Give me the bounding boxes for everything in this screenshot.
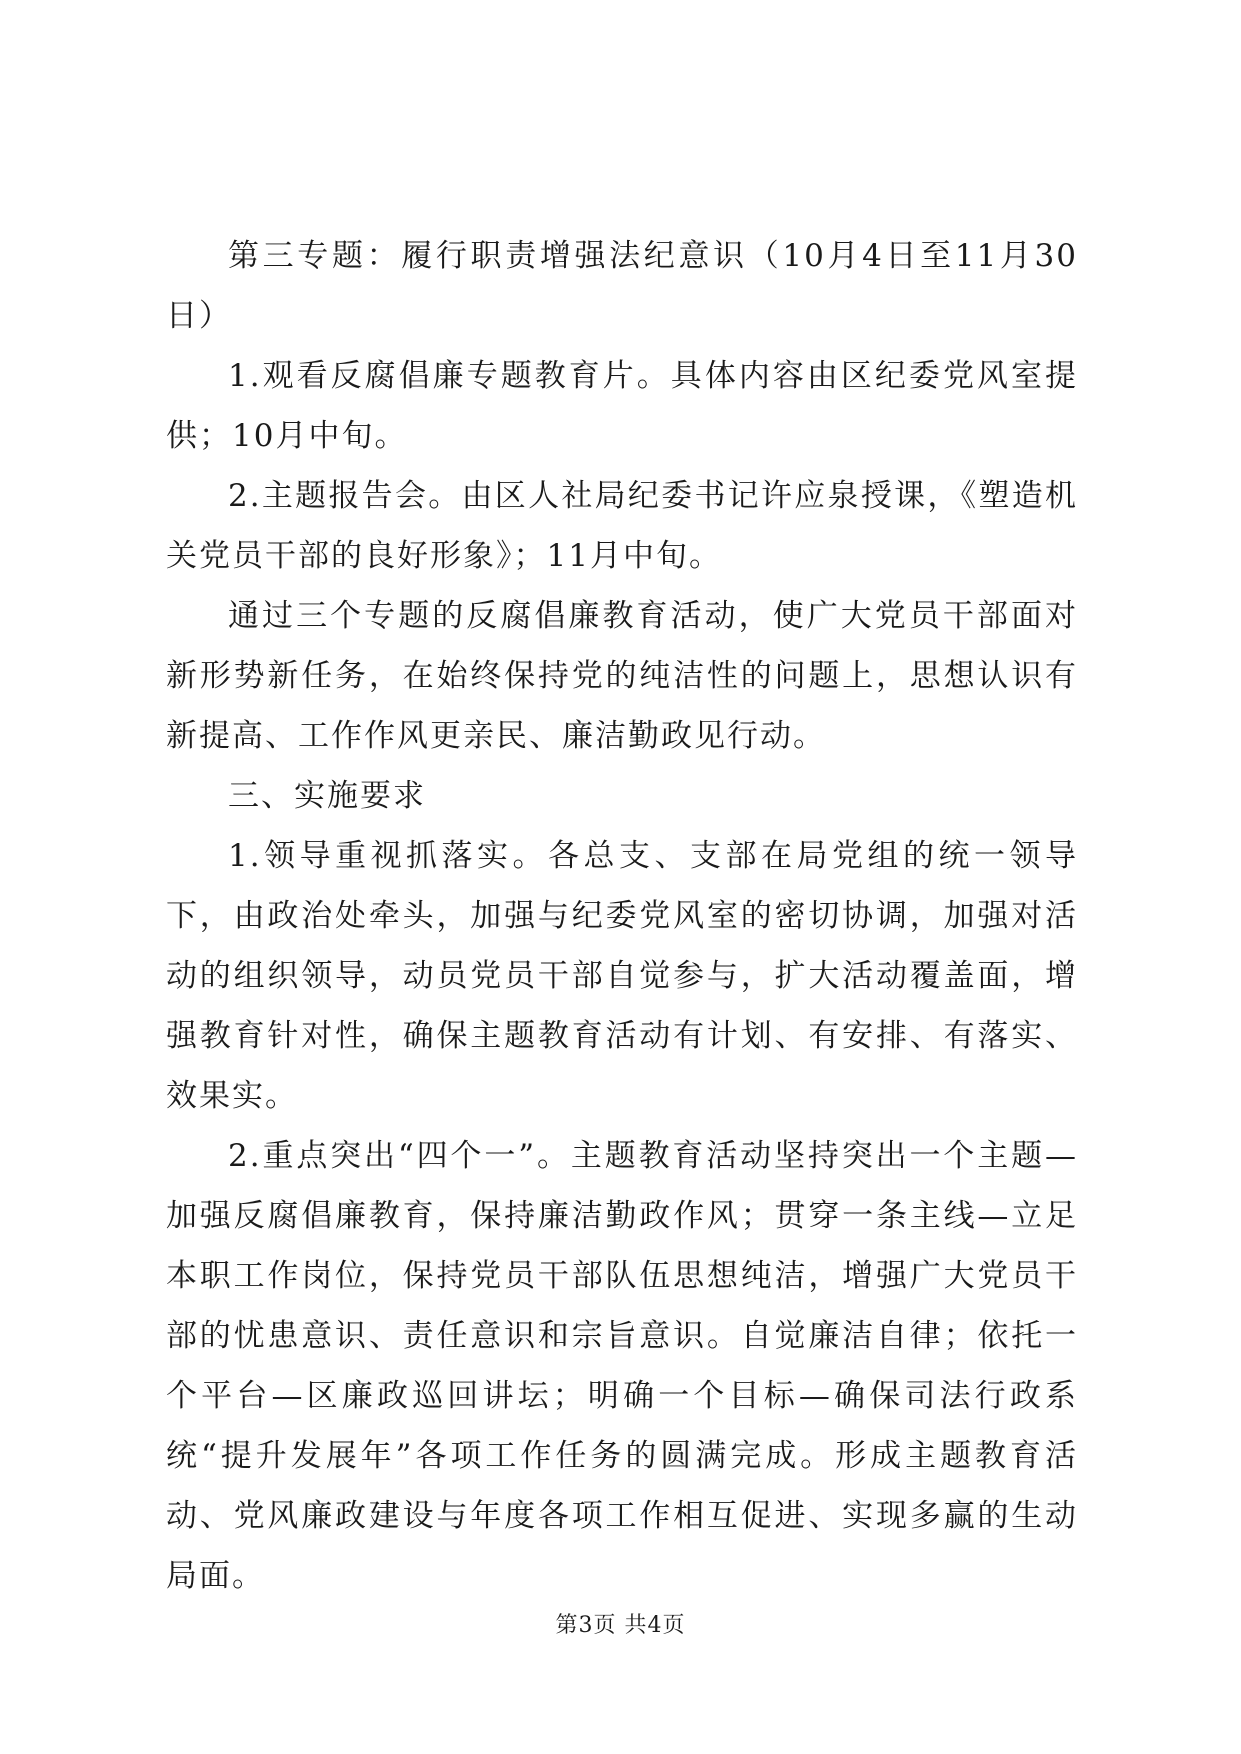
document-body <box>166 226 1078 1606</box>
list-item-education-film: 1.观看反腐倡廉专题教育片。具体内容由区纪委党风室提供；10月中旬。 <box>166 358 1078 454</box>
list-item-four-ones: 2.重点突出“四个一”。主题教育活动坚持突出一个主题—加强反腐倡廉教育，保持廉洁勤政作风；贯穿一条主线—立足本职工作岗位，保持党员干部队伍思想纯洁，增强广大党员干部的忧患意识、责任意识和宗旨意识。自觉廉洁自律；依托一个平台—区廉政巡回讲坛；明确一个目标—确保司法行政系统“提升发展年”各项工作任务的圆满完成。形成主题教育活动、党风廉政建设与年度各项工作相互促进、实现多赢的生动局面。 <box>166 1138 1078 1594</box>
section-heading-requirements: 三、实施要求 <box>228 778 426 814</box>
list-item-leadership: 1.领导重视抓落实。各总支、支部在局党组的统一领导下，由政治处牵头，加强与纪委党风室的密切协调，加强对活动的组织领导，动员党员干部自觉参与，扩大活动覆盖面，增强教育针对性，确保主题教育活动有计划、有安排、有落实、效果实。 <box>166 838 1078 1114</box>
list-item-report-meeting: 2.主题报告会。由区人社局纪委书记许应泉授课，《塑造机关党员干部的良好形象》；11月中旬。 <box>166 478 1078 574</box>
section-heading-topic-three: 第三专题：履行职责增强法纪意识（10月4日至11月30日） <box>166 238 1078 334</box>
page-footer: 第3页 共4页 <box>555 1613 686 1638</box>
summary-paragraph: 通过三个专题的反腐倡廉教育活动，使广大党员干部面对新形势新任务，在始终保持党的纯洁性的问题上，思想认识有新提高、工作作风更亲民、廉洁勤政见行动。 <box>166 598 1078 754</box>
